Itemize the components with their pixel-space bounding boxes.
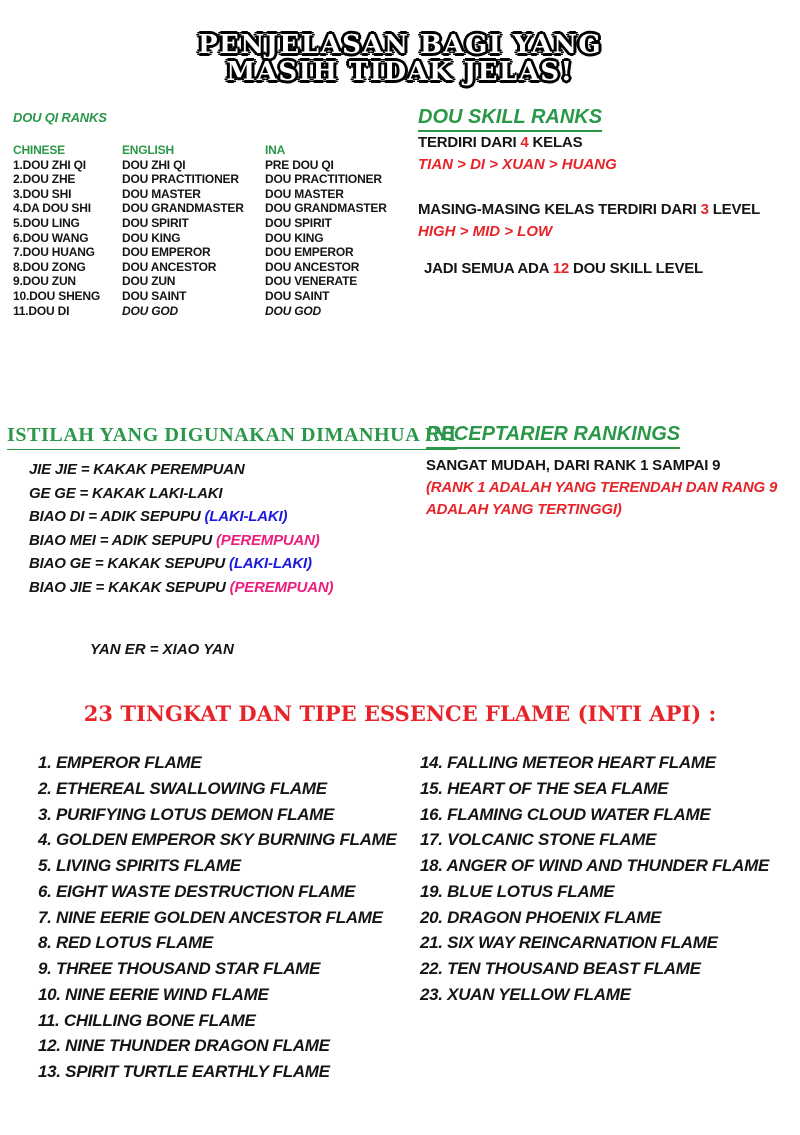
flame-item: 18. ANGER OF WIND AND THUNDER FLAME <box>420 856 770 875</box>
flame-item: 4. GOLDEN EMPEROR SKY BURNING FLAME <box>38 830 397 850</box>
flame-item: 15. HEART OF THE SEA FLAME <box>420 778 669 798</box>
flame-item: 11. CHILLING BONE FLAME <box>38 1010 256 1030</box>
table-cell: 10.DOU SHENG <box>13 288 100 303</box>
flame-item: 10. NINE EERIE WIND FLAME <box>38 984 269 1004</box>
table-cell: 5.DOU LING <box>13 215 80 230</box>
table-cell: 1.DOU ZHI QI <box>13 157 86 172</box>
flame-item: 19. BLUE LOTUS FLAME <box>420 881 615 901</box>
flames-title: 23 TINGKAT DAN TIPE ESSENCE FLAME (INTI API) : <box>83 701 717 726</box>
table-cell: DOU SPIRIT <box>265 215 332 230</box>
table-cell: 2.DOU ZHE <box>13 172 76 187</box>
receptarier-line2a: (RANK 1 ADALAH YANG TERENDAH DAN RANG 9 <box>426 479 778 496</box>
dou-skill-class-order: TIAN > DI > XUAN > HUANG <box>418 156 617 173</box>
table-cell: DOU GRANDMASTER <box>265 201 387 216</box>
table-cell: 8.DOU ZONG <box>13 259 86 274</box>
receptarier-line1: SANGAT MUDAH, DARI RANK 1 SAMPAI 9 <box>426 457 721 474</box>
table-cell: DOU GRANDMASTER <box>122 201 244 216</box>
table-cell: DOU EMPEROR <box>265 245 354 260</box>
table-cell: 7.DOU HUANG <box>13 245 95 260</box>
table-cell: DOU KING <box>265 230 324 245</box>
flames-list-right <box>420 750 769 1008</box>
col-header-chinese: CHINESE <box>13 143 65 157</box>
receptarier-line2b: ADALAH YANG TERTINGGI) <box>426 501 622 518</box>
text: DOU SKILL LEVEL <box>568 260 704 277</box>
dou-qi-ranks-heading: DOU QI RANKS <box>13 110 107 125</box>
table-cell: DOU PRACTITIONER <box>265 172 382 187</box>
table-cell: 11.DOU DI <box>13 303 70 318</box>
table-cell: DOU KING <box>122 230 181 245</box>
table-cell: PRE DOU QI <box>265 157 334 172</box>
dou-skill-ranks-heading <box>418 106 602 132</box>
dou-skill-line-total <box>424 260 703 277</box>
kelas-count: 4 <box>520 134 529 151</box>
istilah-item <box>29 529 333 553</box>
level-count: 3 <box>700 201 709 218</box>
table-cell: DOU VENERATE <box>265 274 358 289</box>
dou-skill-ranks-heading-text: DOU SKILL RANKS <box>418 106 602 132</box>
table-cell: DOU GOD <box>122 303 178 318</box>
flame-item: 7. NINE EERIE GOLDEN ANCESTOR FLAME <box>38 907 383 927</box>
istilah-list <box>29 458 333 600</box>
table-cell: DOU SAINT <box>122 288 187 303</box>
table-cell: DOU ANCESTOR <box>265 259 360 274</box>
table-cell: 3.DOU SHI <box>13 186 72 201</box>
term: JIE JIE = KAKAK PEREMPUAN <box>29 461 245 478</box>
page-title-line1: PENJELASAN BAGI YANG <box>197 30 603 60</box>
flame-item: 13. SPIRIT TURTLE EARTHLY FLAME <box>38 1062 330 1081</box>
text: LEVEL <box>708 201 761 218</box>
col-header-ina: INA <box>265 143 286 157</box>
flame-item: 22. TEN THOUSAND BEAST FLAME <box>420 959 701 978</box>
text: KELAS <box>528 134 583 151</box>
flames-list-left <box>38 750 397 1085</box>
table-cell: 6.DOU WANG <box>13 230 89 245</box>
flame-item: 16. FLAMING CLOUD WATER FLAME <box>420 804 711 824</box>
istilah-item <box>29 458 333 482</box>
table-cell: DOU ZUN <box>122 274 176 289</box>
dou-skill-line-kelas <box>418 134 582 151</box>
flame-item: 20. DRAGON PHOENIX FLAME <box>420 907 662 927</box>
text: TERDIRI DARI <box>418 134 521 151</box>
page-title-line2: MASIH TIDAK JELAS! <box>226 57 574 87</box>
dou-skill-line-level <box>418 201 760 218</box>
flame-item: 14. FALLING METEOR HEART FLAME <box>420 753 716 772</box>
istilah-item <box>29 552 333 576</box>
istilah-item <box>29 482 333 506</box>
receptarier-heading <box>426 423 680 449</box>
text: JADI SEMUA ADA <box>424 260 553 277</box>
term-gender: (LAKI-LAKI) <box>229 555 312 573</box>
flame-item: 8. RED LOTUS FLAME <box>38 933 213 953</box>
table-cell: 4.DA DOU SHI <box>13 201 91 216</box>
flame-item: 5. LIVING SPIRITS FLAME <box>38 856 241 875</box>
text: MASING-MASING KELAS TERDIRI DARI <box>418 201 701 218</box>
term-gender: (LAKI-LAKI) <box>204 508 288 526</box>
table-cell: DOU ANCESTOR <box>122 259 217 274</box>
table-cell: DOU MASTER <box>265 186 344 201</box>
yan-er-note: YAN ER = XIAO YAN <box>90 641 234 658</box>
istilah-item <box>29 576 333 600</box>
table-cell: DOU SAINT <box>265 288 330 303</box>
flame-item: 21. SIX WAY REINCARNATION FLAME <box>420 933 718 953</box>
flame-item: 3. PURIFYING LOTUS DEMON FLAME <box>38 804 335 824</box>
table-cell: 9.DOU ZUN <box>13 274 76 289</box>
istilah-heading: ISTILAH YANG DIGUNAKAN DIMANHUA INI <box>7 424 457 450</box>
flame-item: 2. ETHEREAL SWALLOWING FLAME <box>38 778 327 798</box>
term-gender: (PEREMPUAN) <box>229 578 334 596</box>
term: BIAO JIE = KAKAK SEPUPU <box>29 578 230 596</box>
receptarier-heading-text: RECEPTARIER RANKINGS <box>426 423 680 449</box>
istilah-item <box>29 505 333 529</box>
dou-skill-level-order: HIGH > MID > LOW <box>418 223 553 240</box>
page-title <box>0 32 800 86</box>
flame-item: 9. THREE THOUSAND STAR FLAME <box>38 959 321 978</box>
flame-item: 1. EMPEROR FLAME <box>38 753 202 772</box>
term: BIAO GE = KAKAK SEPUPU <box>29 555 230 573</box>
flame-item: 17. VOLCANIC STONE FLAME <box>420 830 657 850</box>
table-cell: DOU EMPEROR <box>122 245 211 260</box>
dou-qi-ranks-table <box>13 143 395 318</box>
table-cell: DOU GOD <box>265 303 321 318</box>
flame-item: 6. EIGHT WASTE DESTRUCTION FLAME <box>38 881 356 901</box>
col-header-english: ENGLISH <box>122 143 174 157</box>
flame-item: 12. NINE THUNDER DRAGON FLAME <box>38 1036 330 1056</box>
table-cell: DOU PRACTITIONER <box>122 172 239 187</box>
term: BIAO MEI = ADIK SEPUPU <box>29 531 216 549</box>
flame-item: 23. XUAN YELLOW FLAME <box>420 984 631 1004</box>
table-cell: DOU MASTER <box>122 186 201 201</box>
term-gender: (PEREMPUAN) <box>215 531 320 549</box>
table-cell: DOU ZHI QI <box>122 157 186 172</box>
term: BIAO DI = ADIK SEPUPU <box>29 508 205 526</box>
total-count: 12 <box>552 260 569 277</box>
term: GE GE = KAKAK LAKI-LAKI <box>29 484 223 502</box>
table-cell: DOU SPIRIT <box>122 215 189 230</box>
